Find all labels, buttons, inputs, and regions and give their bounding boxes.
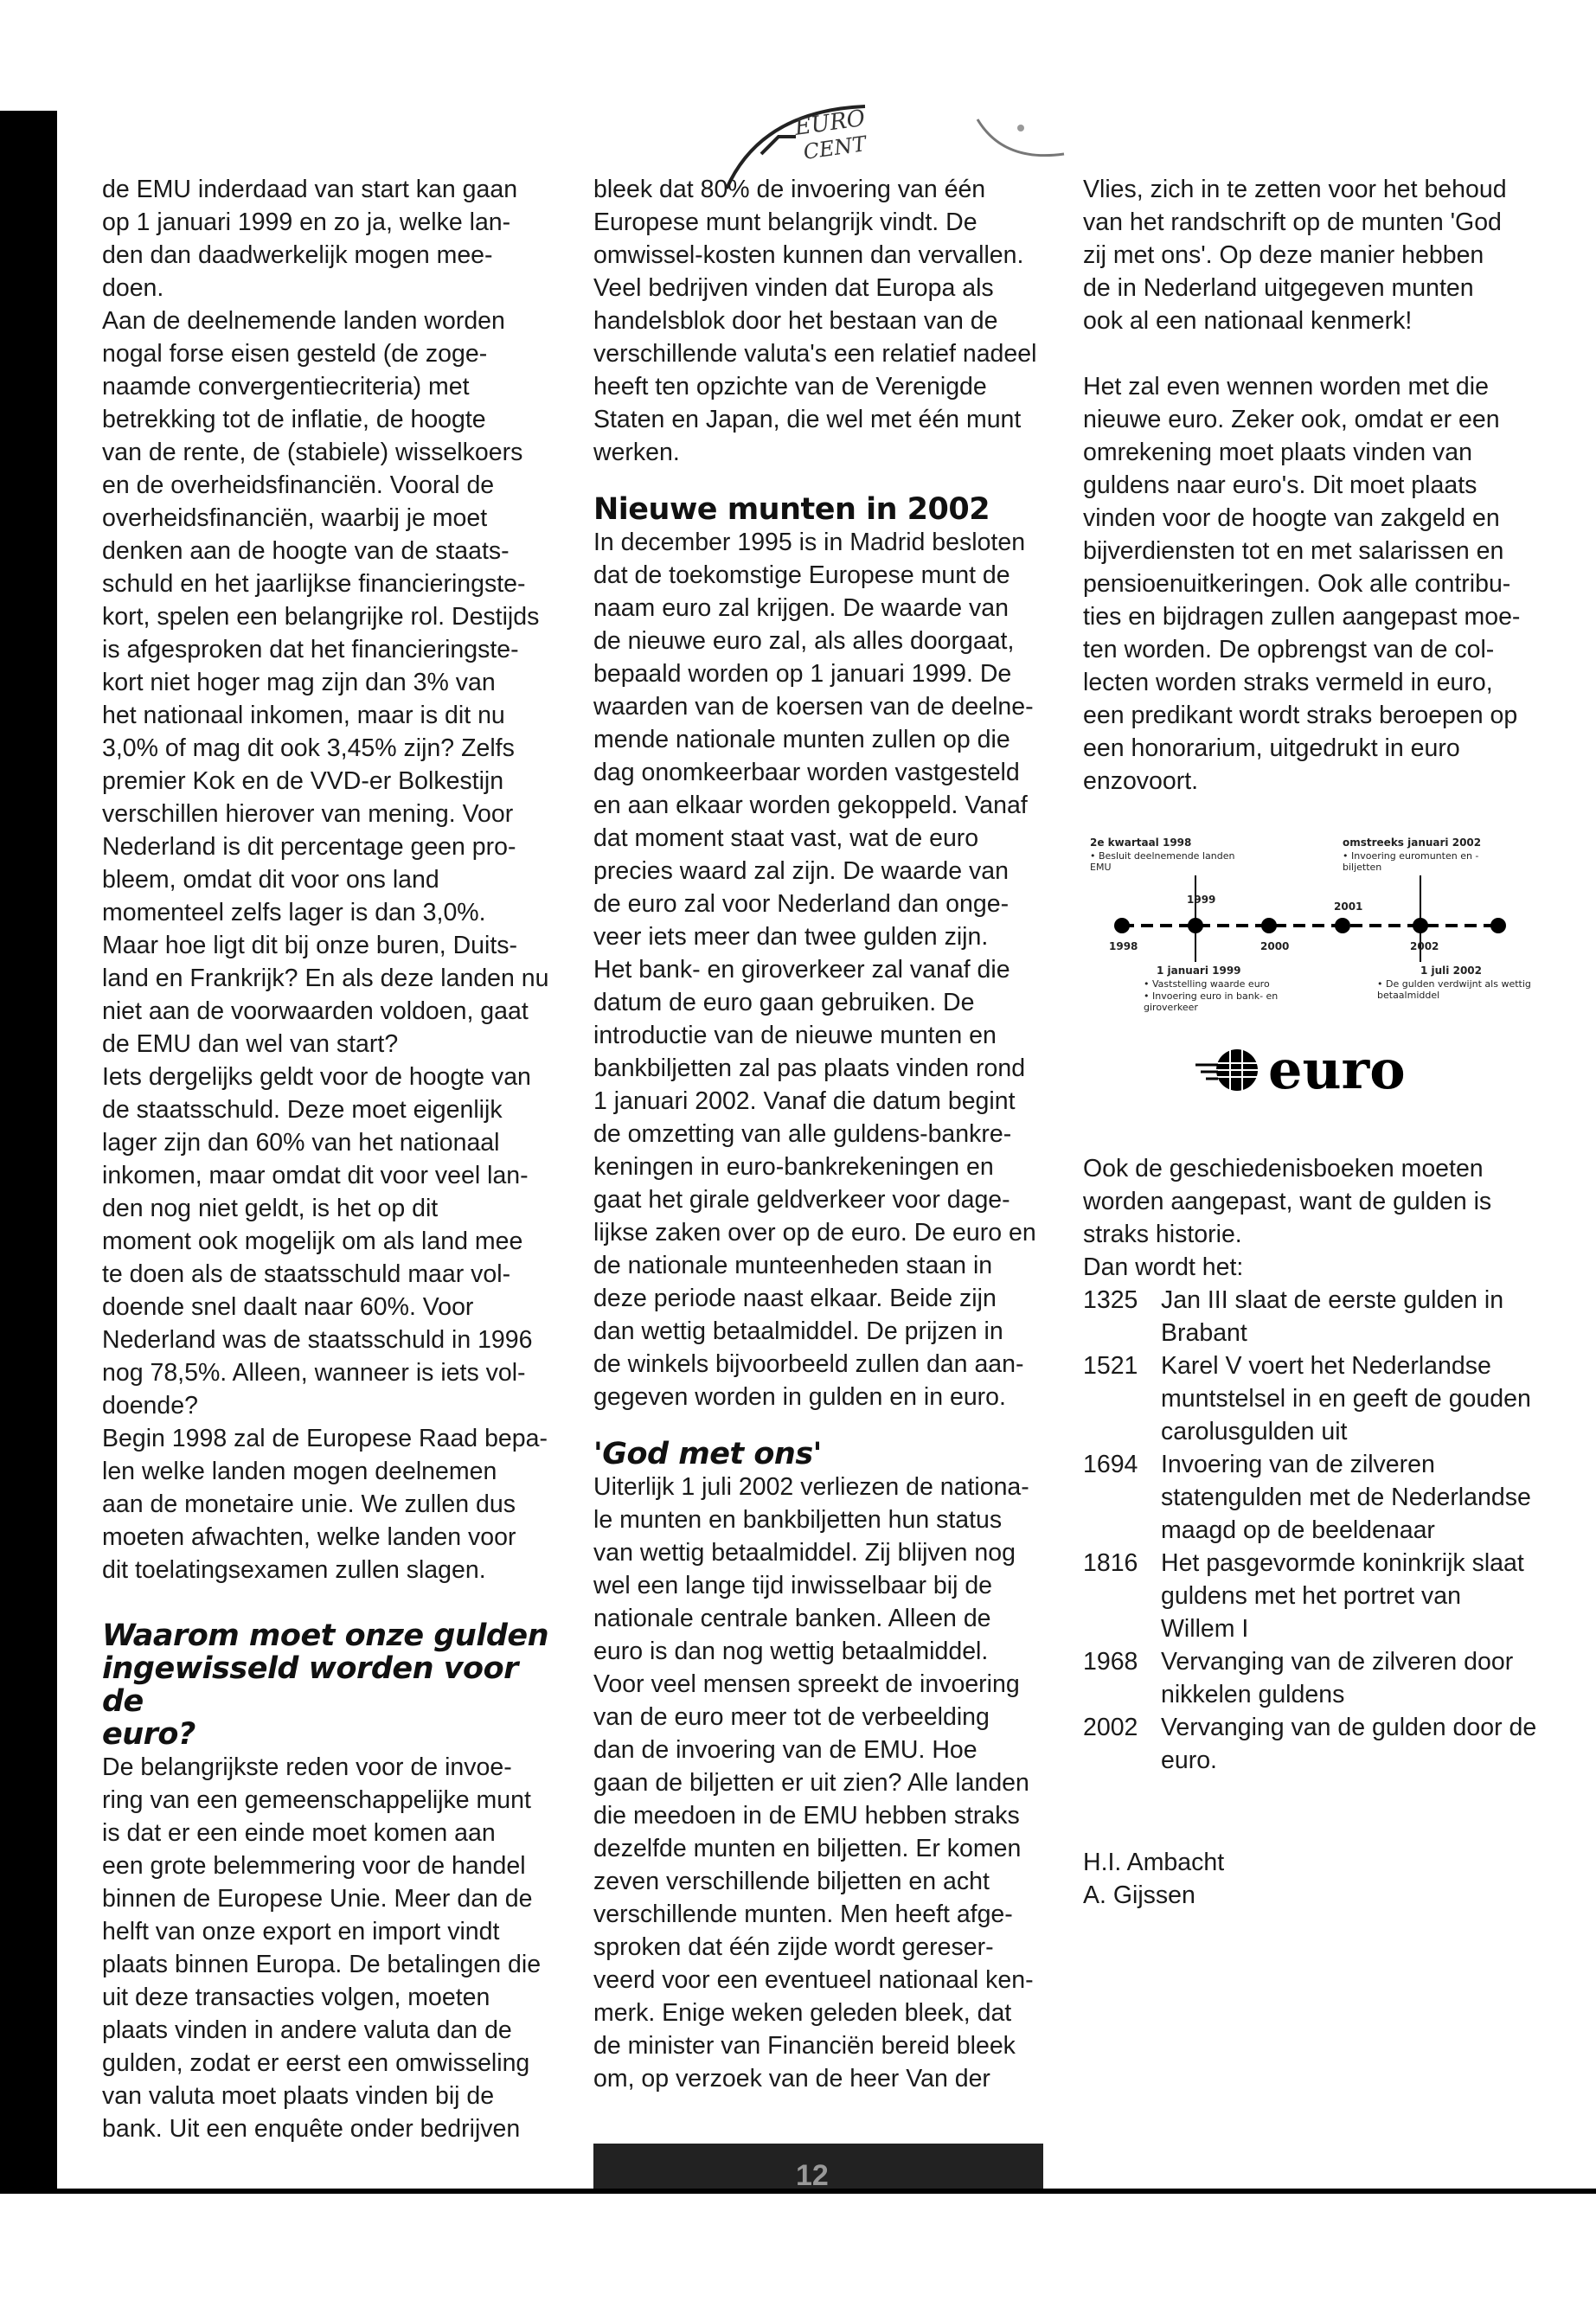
author-2: A. Gijssen	[1083, 1881, 1195, 1909]
timeline-top-left-note: • Besluit deelnemende landen EMU	[1090, 850, 1235, 873]
timeline-year-1999: 1999	[1187, 894, 1216, 906]
col3-paragraph-1: Vlies, zich in te zetten voor het behoud van het randschrift op de munten 'God zij met ons'. Op deze manier hebben de in Nederland uitgegeven munten ook al een nationaal kenmerk!	[1083, 176, 1507, 335]
history-item: 2002 Vervanging van de gulden door de euro.	[1083, 1714, 1537, 1774]
col3-paragraph-3: Ook de geschiedenisboeken moeten worden aangepast, want de gulden is straks historie. Dan wordt het:	[1083, 1155, 1492, 1281]
author-signature	[1083, 1846, 1542, 1912]
coin-edge-illustration	[969, 102, 1142, 171]
col2-paragraph-1: bleek dat 80% de invoering van één Europese munt belangrijk vindt. De omwissel-kosten kunnen dan vervallen. Veel bedrijven vinden dat Europa als handelsblok door het bestaan van de verschillende valuta's een relatief nadeel heeft ten opzichte van de Verenigde Staten en Japan, die wel met één munt werken.	[593, 176, 1037, 466]
euro-logo-word: euro	[1268, 1038, 1406, 1101]
heading-nieuwe-munten: Nieuwe munten in 2002	[593, 492, 990, 527]
history-list	[1083, 1284, 1542, 1777]
col1-paragraph-5: De belangrijkste reden voor de invoe- ring van een gemeenschappelijke munt is dat er een einde moet komen aan een grote belemmering voor de handel binnen de Europese Unie. Meer dan de helft van onze export en import vindt plaats binnen Europa. De betalingen die uit deze transacties volgen, moeten plaats vinden in andere valuta dan de gulden, zodat er eerst een omwisseling van valuta moet plaats vinden bij de bank. Uit een enquête onder bedrijven	[102, 1753, 542, 2143]
timeline-year-2002: 2002	[1410, 940, 1439, 952]
col1-paragraph-1: de EMU inderdaad van start kan gaan op 1 januari 1999 en zo ja, welke lan- den dan daadwerkelijk mogen mee- doen.	[102, 176, 518, 302]
timeline-bottom-left-note-1: • Vaststelling waarde euro	[1144, 978, 1270, 990]
heading-waarom-gulden: Waarom moet onze gulden ingewisseld worden voor de euro?	[102, 1618, 549, 1752]
history-item: 1816 Het pasgevormde koninkrijk slaat guldens met het portret van Willem I	[1083, 1549, 1524, 1643]
col1-paragraph-2: Aan de deelnemende landen worden nogal forse eisen gesteld (de zoge- naamde convergentiecriteria) met betrekking tot de inflatie, de hoogte van de rente, de (stabiele) wisselkoers en de overheidsfinanciën. Vooral de overheidsfinanciën, waarbij je moet denken aan de hoogte van de staats- schuld en het jaarlijkse financieringste- kort, spelen een belangrijke rol. Destijds is afgesproken dat het financieringste- kort niet hoger mag zijn dan 3% van het nationaal inkomen, maar is dit nu 3,0% of mag dit ook 3,45% zijn? Zelfs premier Kok en de VVD-er Bolkestijn verschillen hierover van mening. Voor Nederland is dit percentage geen pro- bleem, omdat dit voor ons land momenteel zelfs lager is dan 3,0%. Maar hoe ligt dit bij onze buren, Duits- land en Frankrijk? En als deze landen nu niet aan de voorwaarden voldoen, gaat de EMU dan wel van start?	[102, 307, 549, 1058]
page-number: 12	[796, 2159, 829, 2192]
euro-timeline	[1083, 832, 1533, 1031]
scan-left-border	[0, 111, 57, 2191]
history-item: 1968 Vervanging van de zilveren door nikkelen guldens	[1083, 1648, 1514, 1708]
timeline-year-2001: 2001	[1334, 901, 1363, 913]
col1-paragraph-3: Iets dergelijks geldt voor de hoogte van de staatsschuld. Deze moet eigenlijk lager zijn dan 60% van het nationaal inkomen, maar omdat dit voor veel lan- den nog niet geldt, is het op dit moment ook mogelijk om als land mee te doen als de staatsschuld maar vol- doende snel daalt naar 60%. Voor Nederland was de staatsschuld in 1996 nog 78,5%. Alleen, wanneer is iets vol- doende?	[102, 1063, 533, 1420]
timeline-bottom-right-title: 1 juli 2002	[1420, 965, 1482, 977]
timeline-top-right-title: omstreeks januari 2002	[1343, 836, 1482, 849]
timeline-year-2000: 2000	[1260, 940, 1290, 952]
timeline-top-left-title: 2e kwartaal 1998	[1090, 836, 1192, 849]
col2-paragraph-2: In december 1995 is in Madrid besloten dat de toekomstige Europese munt de naam euro zal krijgen. De waarde van de nieuwe euro zal, als alles doorgaat, bepaald worden op 1 januari 1999. De waarden van de koersen van de deelne- mende nationale munten zullen op die dag onomkeerbaar worden vastgesteld en aan elkaar worden gekoppeld. Vanaf dat moment staat vast, wat de euro precies waard zal zijn. De waarde van de euro zal voor Nederland dan onge- veer iets meer dan twee gulden zijn. Het bank- en giroverkeer zal vanaf die datum de euro gaan gebruiken. De introductie van de nieuwe munten en bankbiljetten zal pas plaats vinden rond 1 januari 2002. Vanaf die datum begint de omzetting van alle guldens-bankre- keningen in euro-bankrekeningen en gaat het girale geldverkeer voor dage- lijkse zaken over op de euro. De euro en de nationale munteenheden staan in deze periode naast elkaar. Beide zijn dan wettig betaalmiddel. De prijzen in de winkels bijvoorbeeld zullen dan aan- gegeven worden in gulden en in euro.	[593, 529, 1036, 1411]
svg-text:EURO: EURO	[792, 105, 867, 141]
history-item: 1325 Jan III slaat de eerste gulden in Brabant	[1083, 1286, 1504, 1347]
col1-paragraph-4: Begin 1998 zal de Europese Raad bepa- len welke landen mogen deelnemen aan de monetaire unie. We zullen dus moeten afwachten, welke landen voor dit toelatingsexamen zullen slagen.	[102, 1425, 548, 1584]
col3-paragraph-2: Het zal even wennen worden met die nieuwe euro. Zeker ook, omdat er een omrekening moet plaats vinden van guldens naar euro's. Dit moet plaats vinden voor de hoogte van zakgeld en bijverdiensten tot en met salarissen en pensioenuitkeringen. Ook alle contribu- ties en bijdragen zullen aangepast moe- ten worden. De opbrengst van de col- lecten worden straks vermeld in euro, een predikant wordt straks beroepen op een honorarium, uitgedrukt in euro enzovoort.	[1083, 373, 1521, 795]
heading-god-met-ons: 'God met ons'	[593, 1437, 822, 1471]
timeline-year-1998: 1998	[1109, 940, 1138, 952]
history-item: 1694 Invoering van de zilveren statengulden met de Nederlandse maagd op de beeldenaar	[1083, 1451, 1531, 1544]
euro-globe-icon	[1194, 1046, 1263, 1094]
column-1	[102, 173, 559, 2145]
svg-text:CENT: CENT	[801, 131, 869, 164]
author-1: H.I. Ambacht	[1083, 1849, 1225, 1876]
timeline-bottom-right-note: • De gulden verdwijnt als wettig betaalmiddel	[1377, 978, 1531, 1001]
timeline-top-right-note: • Invoering euromunten en -biljetten	[1343, 850, 1479, 873]
euro-logo	[1194, 1038, 1406, 1101]
history-item: 1521 Karel V voert het Nederlandse muntstelsel in en geeft de gouden carolusgulden uit	[1083, 1352, 1531, 1445]
timeline-bottom-left-title: 1 januari 1999	[1157, 965, 1241, 977]
timeline-bottom-left-note-2: • Invoering euro in bank- en giroverkeer	[1144, 990, 1279, 1013]
scan-top-margin	[0, 0, 1596, 111]
column-2	[593, 173, 1050, 2095]
col2-paragraph-3: Uiterlijk 1 juli 2002 verliezen de nationa- le munten en bankbiljetten hun status van wettig betaalmiddel. Zij blijven nog wel een lange tijd inwisselbaar bij de nationale centrale banken. Alleen de euro is dan nog wettig betaalmiddel. Voor veel mensen spreekt de invoering van de euro meer tot de verbeelding dan de invoering van de EMU. Hoe gaan de biljetten er uit zien? Alle landen die meedoen in de EMU hebben straks dezelfde munten en biljetten. Er komen zeven verschillende biljetten en acht verschillende munten. Men heeft afge- sproken dat één zijde wordt gereser- veerd voor een eventueel nationaal ken- merk. Enige weken geleden bleek, dat de minister van Financiën bereid bleek om, op verzoek van de heer Van der	[593, 1473, 1034, 2093]
